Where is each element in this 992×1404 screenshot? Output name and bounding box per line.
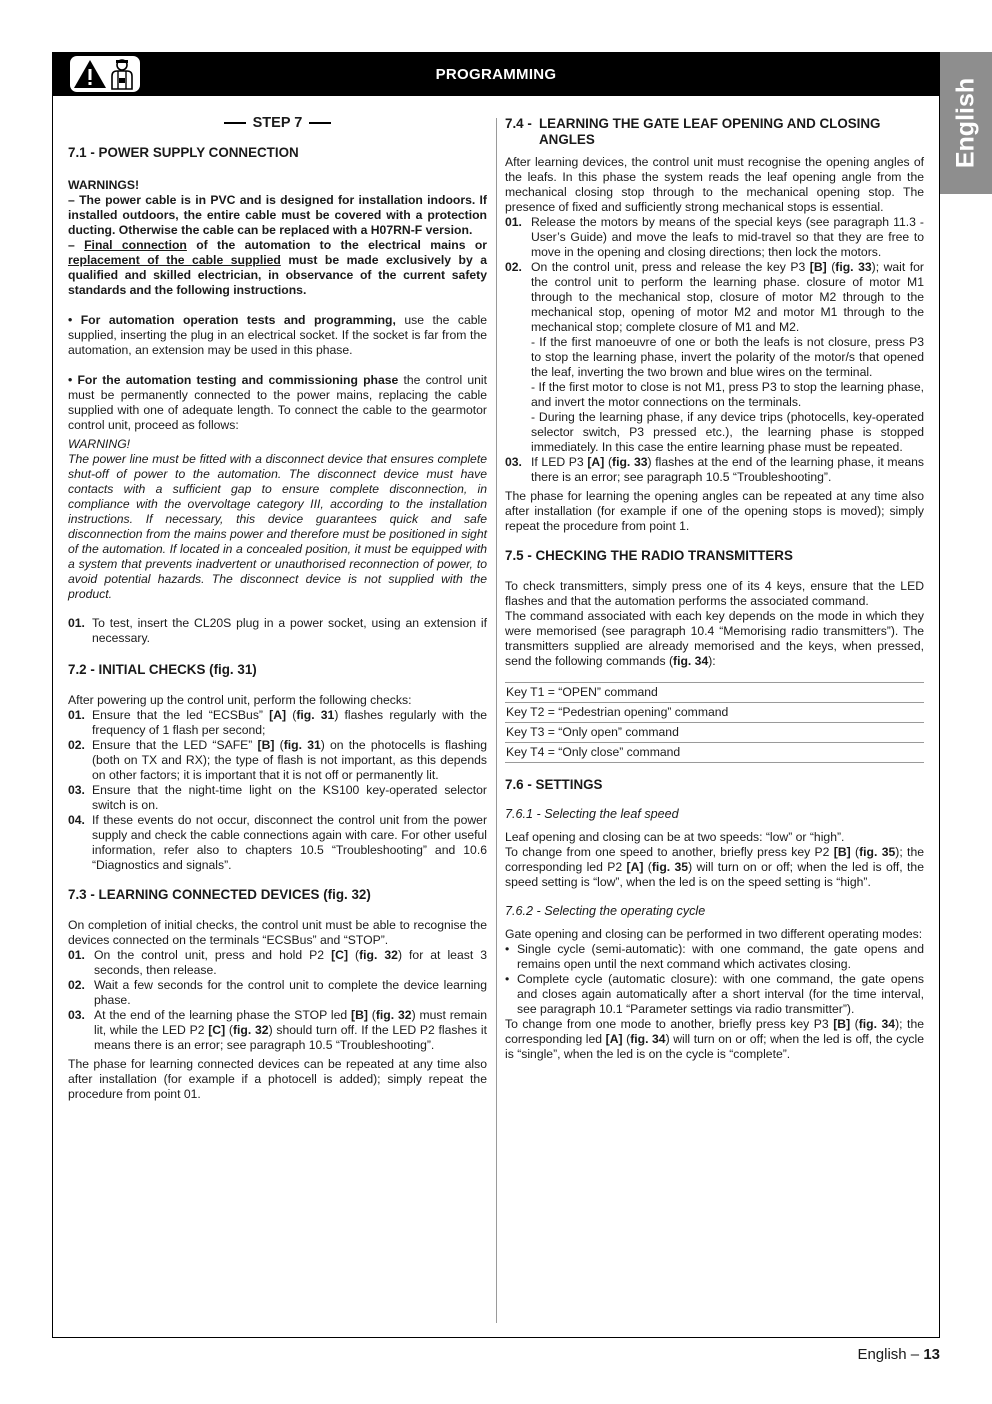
page-footer: [857, 1346, 940, 1363]
para-7-3-intro: On completion of initial checks, the control unit must be able to recognise the devices connected on the terminals “ECSBus” and “STOP”.: [68, 918, 487, 947]
table-row: Key T1 = “OPEN” command: [505, 683, 924, 703]
warning-italic-text: The power line must be fitted with a disconnect device that ensures complete shut-off of power to the automation. The disconnect device must have contacts with a sufficient gap to ensure complete disconnection, in compliance with the overvoltage category III, according to the installation instructions. If necessary, this device guarantees quick and safe disconnection from the mains power and therefore must be positioned in sight of the automation. If located in a concealed position, it must be equipped with a system that prevents inadvertent or unauthorised reconnection of power, to avoid potential hazards. The disconnect device is not supplied with the product.: [68, 452, 487, 601]
para-7-5-1: To check transmitters, simply press one of its 4 keys, ensure that the LED flashes and that the automation performs the associated command.: [505, 579, 924, 608]
para-7-4-outro: The phase for learning the opening angles can be repeated at any time also after installation (for example if one of the opening stops is moved); simply repeat the procedure from point 1.: [505, 489, 924, 533]
heading-7-2: 7.2 - INITIAL CHECKS (fig. 31): [68, 662, 257, 677]
list-item: 03. Ensure that the night-time light on the KS100 key-operated selector switch is on.: [68, 783, 487, 812]
para-7-6-1-2: To change from one speed to another, briefly press key P2 [B] (fig. 35); the corresponding led P2 [A] (fig. 35) will turn on or off; when the led is off, the speed setting is “low”, when the led is on the speed setting is “high”.: [505, 845, 924, 889]
list-item: 03. If LED P3 [A] (fig. 33) flashes at the end of the learning phase, it means there is an error; see paragraph 10.5 “Troubleshooting”.: [505, 455, 925, 484]
list-item: • Single cycle (semi-automatic): with one command, the gate opens and remains open until the next command which activates closing.: [505, 942, 924, 971]
warning-1: – The power cable is in PVC and is designed for installation indoors. If installed outdoors, the entire cable must be covered with a protection ducting. Otherwise the cable can be replaced with a H07RN-F version.: [68, 193, 487, 237]
heading-7-6: 7.6 - SETTINGS: [505, 777, 603, 792]
list-item: 01. Release the motors by means of the special keys (see paragraph 11.3 - User’s Guide) and move the leafs to mid-travel so that they are free to move in the opening and closing directions; then lock the motors.: [505, 215, 924, 259]
para-7-2-intro: After powering up the control unit, perform the following checks:: [68, 693, 412, 707]
table-row: Key T4 = “Only close” command: [505, 743, 924, 763]
list-item: 02. Wait a few seconds for the control unit to complete the device learning phase.: [68, 978, 487, 1007]
heading-7-1: 7.1 - POWER SUPPLY CONNECTION: [68, 145, 299, 160]
para-7-6-1-1: Leaf opening and closing can be at two speeds: “low” or “high”.: [505, 830, 845, 844]
warnings-title: WARNINGS!: [68, 178, 140, 192]
list-item: 02. Ensure that the LED “SAFE” [B] (fig. 31) on the photocells is flashing (both on TX and RX); the type of flash is not important, as this depends on other factors; it is important that it is not off or permanently lit.: [68, 738, 487, 782]
para-commissioning: • For the automation testing and commissioning phase the control unit must be permanently connected to the power mains, replacing the cable supplied with one of adequate length. To connect the cable to the gearmotor control unit, proceed as follows:: [68, 373, 487, 432]
left-column: [68, 108, 487, 1102]
language-tab-label: English: [951, 77, 980, 169]
para-tests: • For automation operation tests and programming, use the cable supplied, inserting the plug in an electrical socket. If the socket is far from the automation, an extension may be used in this phase.: [68, 313, 487, 357]
list-item: 04. If these events do not occur, disconnect the control unit from the power supply and check the cable connections again with care. For other useful information, refer also to chapters 10.5 “Troubleshooting” and 10.6 “Diagnostics and signals”.: [68, 813, 487, 872]
heading-7-4: 7.4 - LEARNING THE GATE LEAF OPENING AND CLOSING ANGLES: [505, 116, 881, 147]
column-divider: [496, 118, 497, 1323]
heading-7-5: 7.5 - CHECKING THE RADIO TRANSMITTERS: [505, 548, 793, 563]
list-item: 01. To test, insert the CL20S plug in a power socket, using an extension if necessary.: [68, 616, 487, 645]
heading-7-6-1: 7.6.1 - Selecting the leaf speed: [505, 807, 679, 821]
list-item: 01. On the control unit, press and hold P2 [C] (fig. 32) for at least 3 seconds, then release.: [68, 948, 488, 977]
table-row: Key T3 = “Only open” command: [505, 723, 924, 743]
language-tab: [940, 52, 992, 194]
list-item: • Complete cycle (automatic closure): with one command, the gate opens and closes again automatically after a short interval (for the time interval, see paragraph 10.1 “Parameter settings via radio transmitter”).: [505, 972, 924, 1016]
key-command-table: [505, 682, 924, 763]
heading-7-3: 7.3 - LEARNING CONNECTED DEVICES (fig. 32): [68, 887, 371, 902]
para-7-3-outro: The phase for learning connected devices can be repeated at any time also after installation (for example if a photocell is added); simply repeat the procedure from point 01.: [68, 1057, 487, 1101]
warning-2: – Final connection of the automation to the electrical mains or replacement of the cable supplied must be made exclusively by a qualified and skilled electrician, in observance of the current safety standards and the following instructions.: [68, 238, 488, 297]
para-7-6-2-2: To change from one mode to another, briefly press key P3 [B] (fig. 34); the corresponding led [A] (fig. 34) will turn on or off; when the led is off, the cycle is “single”, when the led is on the cycle is “complete”.: [505, 1017, 925, 1061]
right-column: [505, 108, 924, 1062]
page-header: [52, 52, 940, 96]
section-title: PROGRAMMING: [435, 66, 557, 83]
warning-italic-title: WARNING!: [68, 437, 131, 451]
list-item: 01. Ensure that the led “ECSBus” [A] (fig. 31) flashes regularly with the frequency of 1 flash per second;: [68, 708, 487, 737]
table-row: Key T2 = “Pedestrian opening” command: [505, 703, 924, 723]
step-heading: STEP 7: [68, 116, 487, 131]
para-7-4-intro: After learning devices, the control unit must recognise the opening angles of the leafs. In this phase the system reads the leaf opening angle from the mechanical closing stop through to the mechanical opening stop. The presence of fixed and sufficiently strong mechanical stops is essential.: [505, 155, 924, 214]
page-number: 13: [923, 1346, 940, 1363]
list-item: 02. On the control unit, press and release the key P3 [B] (fig. 33); wait for the control unit to perform the learning phase. closure of motor M1 through to the mechanical stop, closure of motor M2 through to the mechanical stop, opening of motor M2 and motor M1 through to the mechanical stop; complete closure of M1 and M2. - If the first manoeuvre of one or both the leafs is not closure, press P3 to stop the learning phase, invert the polarity of the motor/s that opened the leaf, inverting the two brown and blue wires on the terminal. - If the first motor to close is not M1, press P3 to stop the learning phase, and invert the motor connections on the terminals. - During the learning phase, if any device trips (photocells, key-operated selector switch, P3 pressed etc.), the learning phase is stopped immediately. In this case the entire learning phase must be repeated.: [505, 260, 924, 454]
para-7-5-2: The command associated with each key depends on the mode in which they were memorised (see paragraph 10.4 “Memorising radio transmitters”). The transmitters supplied are already memorised and the keys, when pressed, send the following commands (fig. 34):: [505, 609, 924, 668]
list-item: 03. At the end of the learning phase the STOP led [B] (fig. 32) must remain lit, while the LED P2 [C] (fig. 32) should turn off. If the LED P2 flashes it means there is an error; see paragraph 10.5 “Troubleshooting”.: [68, 1008, 488, 1052]
footer-language: English –: [857, 1346, 924, 1363]
para-7-6-2-1: Gate opening and closing can be performed in two different operating modes:: [505, 927, 923, 941]
heading-7-6-2: 7.6.2 - Selecting the operating cycle: [505, 904, 706, 918]
